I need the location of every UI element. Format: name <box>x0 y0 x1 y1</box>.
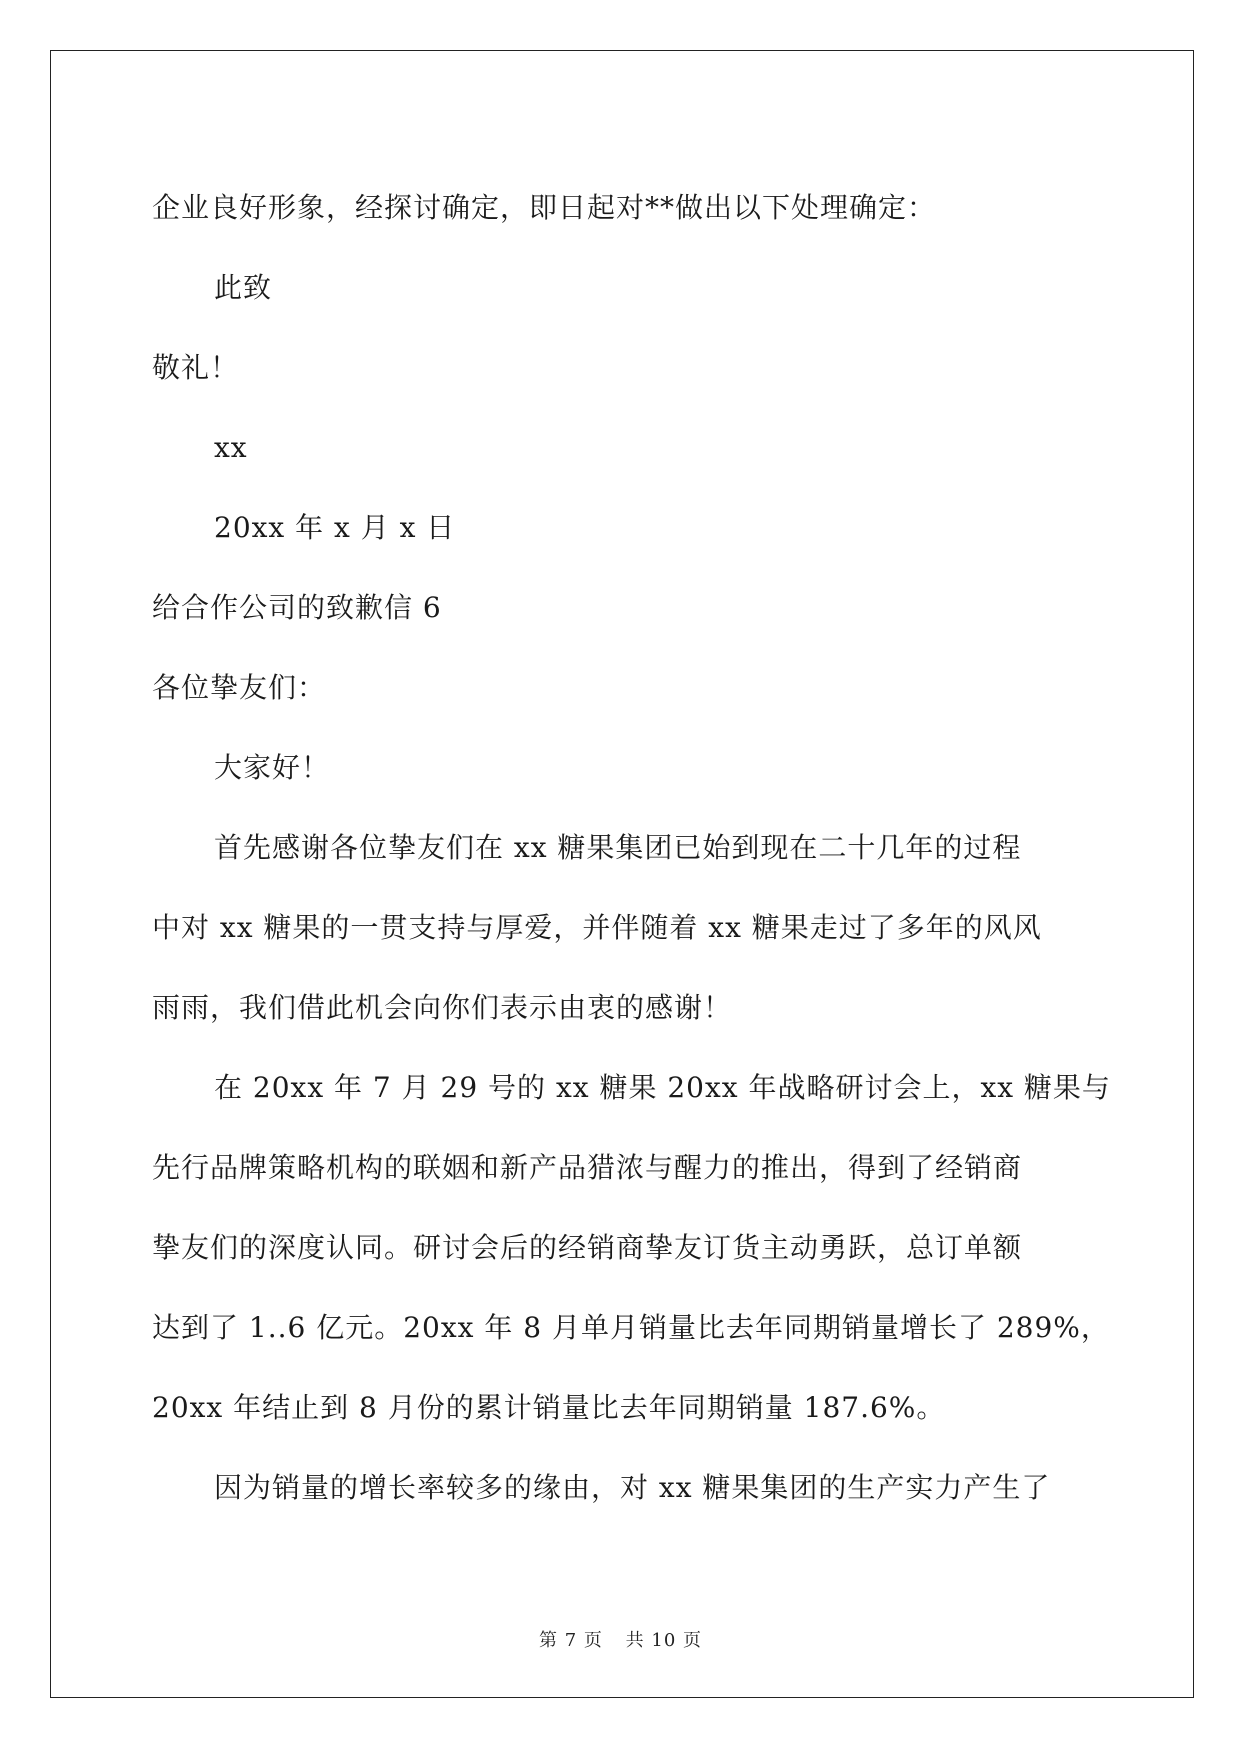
text-line: 达到了 1..6 亿元。20xx 年 8 月单月销量比去年同期销量增长了 289%， <box>152 1311 1110 1344</box>
page-footer <box>0 1626 1241 1652</box>
text-line: 在 20xx 年 7 月 29 号的 xx 糖果 20xx 年战略研讨会上，xx 糖果与 <box>214 1071 1111 1104</box>
text-line: 先行品牌策略机构的联姻和新产品猎浓与醒力的推出，得到了经销商 <box>152 1151 1023 1184</box>
section-title: 给合作公司的致歉信 6 <box>152 591 442 624</box>
salutation: 各位挚友们： <box>152 671 327 704</box>
text-line: 中对 xx 糖果的一贯支持与厚爱，并伴随着 xx 糖果走过了多年的风风 <box>152 911 1042 944</box>
text-line: 挚友们的深度认同。研讨会后的经销商挚友订货主动勇跃，总订单额 <box>152 1231 1023 1264</box>
text-line: 企业良好形象，经探讨确定，即日起对**做出以下处理确定： <box>152 191 937 224</box>
text-line: 20xx 年 x 月 x 日 <box>214 511 456 544</box>
text-line: xx <box>214 431 248 464</box>
text-line: 因为销量的增长率较多的缘由，对 xx 糖果集团的生产实力产生了 <box>214 1471 1051 1504</box>
text-line: 20xx 年结止到 8 月份的累计销量比去年同期销量 187.6%。 <box>152 1391 946 1424</box>
page-total: 共 10 页 <box>625 1630 702 1651</box>
text-line: 首先感谢各位挚友们在 xx 糖果集团已始到现在二十几年的过程 <box>214 831 1022 864</box>
greeting: 大家好！ <box>214 751 331 784</box>
text-line: 雨雨，我们借此机会向你们表示由衷的感谢！ <box>152 991 733 1024</box>
page-number: 第 7 页 <box>539 1630 603 1651</box>
text-line: 敬礼！ <box>152 351 240 384</box>
document-body <box>152 168 1112 1528</box>
text-line: 此致 <box>214 271 273 304</box>
